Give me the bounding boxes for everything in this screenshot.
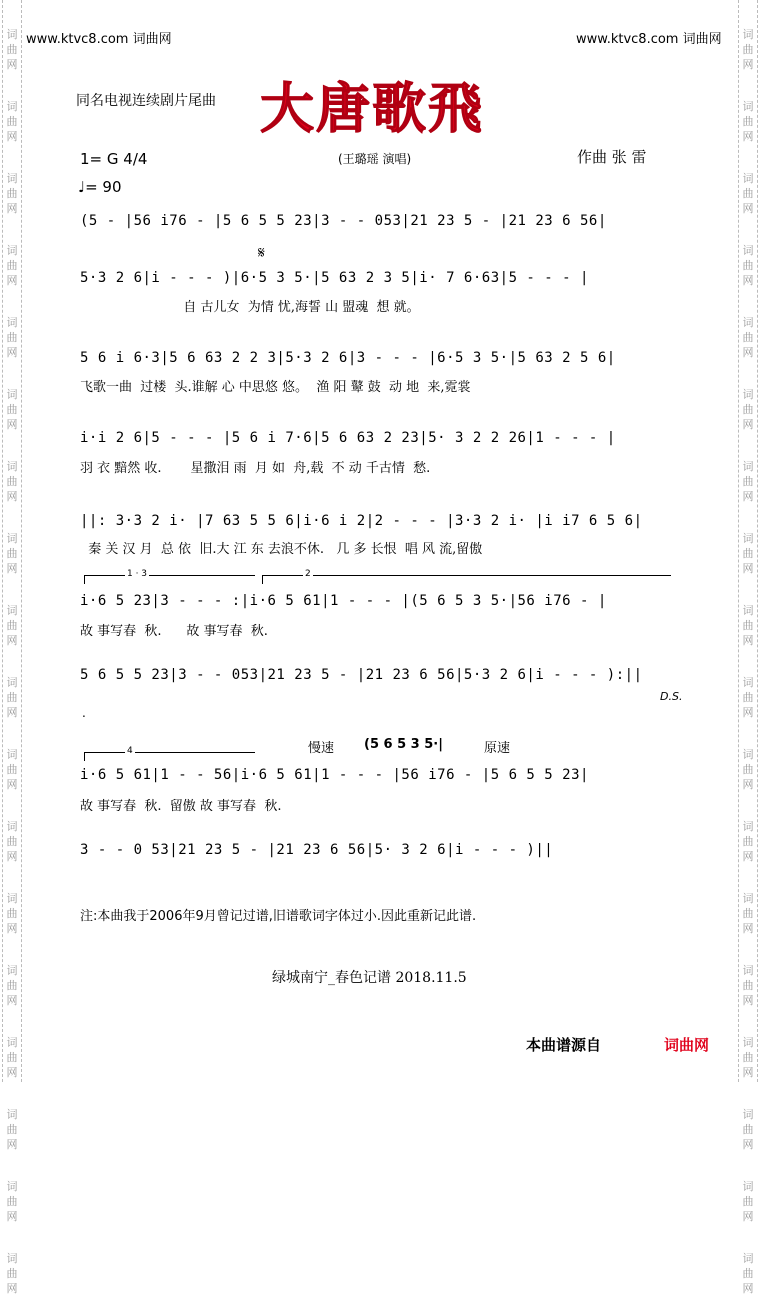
header-link-right[interactable]: www.ktvc8.com 词曲网 [576, 32, 722, 47]
lyrics-line-5: 秦 关 汉 月 总 依 旧.大 江 东 去浪不休. 几 多 长恨 唱 风 流,留傲 [80, 542, 483, 557]
lyrics-line-4: 羽 衣 黯然 收. 星撒泪 雨 月 如 舟,载 不 动 千古情 愁. [80, 461, 431, 476]
volta-bracket-2: 2 [262, 575, 671, 584]
notation-line-3: 5 6 i 6·3|5 6 63 2 2 3|5·3 2 6|3 - - - |6·5 3 5·|5 63 2 5 6| [80, 350, 616, 366]
section-dot: . [82, 706, 86, 720]
notation-line-1: (5 - |56 i76 - |5 6 5 5 23|3 - - 053|21 23 5 - |21 23 6 56| [80, 213, 607, 229]
key-signature: 1= G 4/4 [80, 150, 148, 168]
left-watermark-strip: 词曲网 词曲网 词曲网 词曲网 词曲网 词曲网 词曲网 词曲网 词曲网 词曲网 词曲网 词曲网 词曲网 词曲网 词曲网 词曲网 词曲网 词曲网 [2, 0, 22, 1082]
brand-link[interactable]: 词曲网 [664, 1036, 710, 1054]
right-watermark-strip: 词曲网 词曲网 词曲网 词曲网 词曲网 词曲网 词曲网 词曲网 词曲网 词曲网 词曲网 词曲网 词曲网 词曲网 词曲网 词曲网 词曲网 词曲网 [738, 0, 758, 1082]
lyrics-line-2: 自 古儿女 为情 忧,海誓 山 盟魂 想 就。 [80, 300, 420, 315]
lyrics-line-8: 故 事写春 秋. 留傲 故 事写春 秋. [80, 799, 282, 814]
slow-phrase: (5 6 5 3 5·| [364, 737, 443, 752]
subtitle: 同名电视连续剧片尾曲 [76, 93, 216, 109]
notation-line-5: ||: 3·3 2 i· |7 63 5 5 6|i·6 i 2|2 - - - |3·3 2 i· |i i7 6 5 6| [80, 513, 643, 529]
notation-line-9: 3 - - 0 53|21 23 5 - |21 23 6 56|5· 3 2 6|i - - - )|| [80, 842, 554, 858]
segno-sign: 𝄋 [258, 243, 265, 262]
transcriber-credit: 绿城南宁_春色记谱 2018.11.5 [272, 970, 467, 986]
annotation-note: 注:本曲我于2006年9月曾记过谱,旧谱歌词字体过小.因此重新记此谱. [80, 909, 477, 924]
tempo-marking: ♩= 90 [78, 178, 122, 196]
composer-credit: 作曲 张 雷 [577, 148, 647, 166]
volta-bracket-1: 1 · 3 [84, 575, 255, 584]
lyrics-line-6: 故 事写春 秋. 故 事写春 秋. [80, 624, 268, 639]
slow-tempo-label: 慢速 [308, 741, 335, 756]
singer-credit: (王璐瑶 演唱) [338, 152, 412, 166]
dal-segno-mark: D.S. [660, 690, 683, 703]
lyrics-line-3: 飞歌一曲 过楼 头.谁解 心 中思悠 悠。 渔 阳 鼙 鼓 动 地 来,霓裳 [80, 380, 471, 395]
song-title: 大唐歌飛 [260, 77, 484, 140]
volta-bracket-4: 4 [84, 752, 255, 761]
notation-line-7: 5 6 5 5 23|3 - - 053|21 23 5 - |21 23 6 56|5·3 2 6|i - - - ):|| [80, 667, 643, 683]
notation-line-4: i·i 2 6|5 - - - |5 6 i 7·6|5 6 63 2 23|5· 3 2 2 26|1 - - - | [80, 430, 616, 446]
original-tempo-label: 原速 [484, 741, 511, 756]
notation-line-8: i·6 5 61|1 - - 56|i·6 5 61|1 - - - |56 i76 - |5 6 5 5 23| [80, 767, 589, 783]
header-link-left[interactable]: www.ktvc8.com 词曲网 [26, 32, 172, 47]
source-label: 本曲谱源自 [526, 1036, 602, 1054]
notation-line-2: 5·3 2 6|i - - - )|6·5 3 5·|5 63 2 3 5|i· 7 6·63|5 - - - | [80, 270, 589, 286]
notation-line-6: i·6 5 23|3 - - - :|i·6 5 61|1 - - - |(5 6 5 3 5·|56 i76 - | [80, 593, 607, 609]
